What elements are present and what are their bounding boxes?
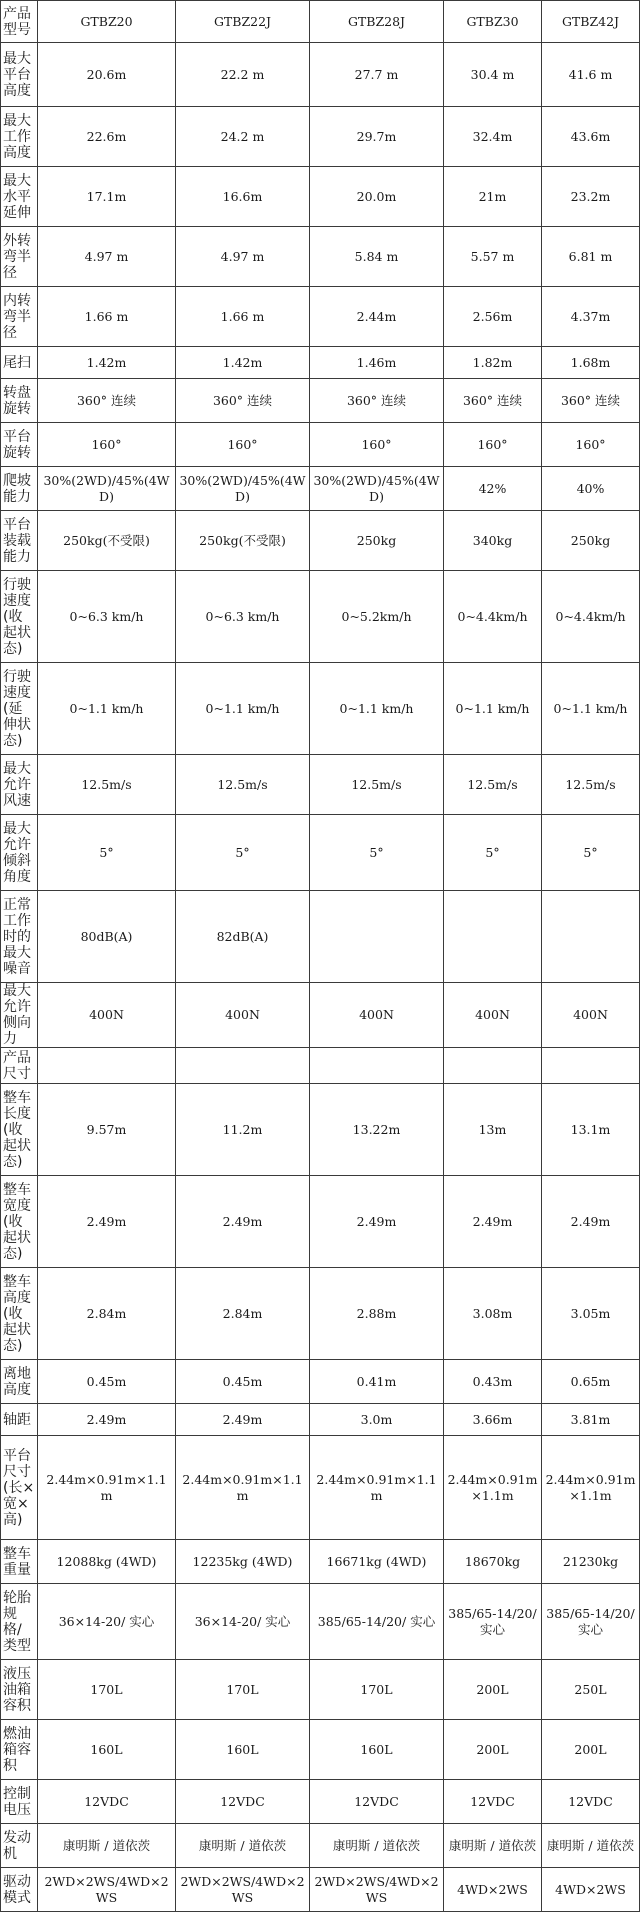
spec-value: 360° 连续 (542, 379, 640, 423)
spec-value: 400N (176, 983, 310, 1048)
spec-row (1, 1084, 640, 1176)
spec-value: 12VDC (38, 1780, 176, 1824)
row-label: 整车宽度(收起状态) (1, 1176, 38, 1268)
spec-value: 400N (444, 983, 542, 1048)
spec-row (1, 1404, 640, 1436)
spec-row (1, 983, 640, 1048)
spec-value: 2WD×2WS/4WD×2WS (38, 1868, 176, 1912)
row-label: 轴距 (1, 1404, 38, 1436)
spec-value: 12.5m/s (176, 755, 310, 815)
spec-value: 2.49m (38, 1176, 176, 1268)
spec-value: 160° (176, 423, 310, 467)
spec-value: 1.66 m (38, 287, 176, 347)
spec-value: 11.2m (176, 1084, 310, 1176)
spec-value: 4WD×2WS (542, 1868, 640, 1912)
spec-value: 160L (38, 1720, 176, 1780)
spec-value: 12VDC (176, 1780, 310, 1824)
spec-value: 385/65-14/20/ 实心 (542, 1584, 640, 1660)
spec-value: 康明斯 / 道依茨 (444, 1824, 542, 1868)
row-label: 最大允许倾斜角度 (1, 815, 38, 891)
spec-value: 0~1.1 km/h (38, 663, 176, 755)
row-label: 平台装载能力 (1, 511, 38, 571)
spec-value: 3.05m (542, 1268, 640, 1360)
spec-value: 360° 连续 (38, 379, 176, 423)
spec-value: 0~1.1 km/h (176, 663, 310, 755)
spec-value: 4WD×2WS (444, 1868, 542, 1912)
model-name: GTBZ22J (176, 1, 310, 43)
spec-value: 80dB(A) (38, 891, 176, 983)
model-name: GTBZ42J (542, 1, 640, 43)
spec-value: 5.84 m (310, 227, 444, 287)
spec-value: 0~6.3 km/h (38, 571, 176, 663)
row-label: 行驶速度(收起状态) (1, 571, 38, 663)
spec-value: 20.6m (38, 43, 176, 107)
spec-value: 0~1.1 km/h (542, 663, 640, 755)
spec-row (1, 755, 640, 815)
spec-value: 康明斯 / 道依茨 (176, 1824, 310, 1868)
spec-value: 0~4.4km/h (542, 571, 640, 663)
spec-value: 0.41m (310, 1360, 444, 1404)
spec-value: 1.66 m (176, 287, 310, 347)
spec-value: 5° (444, 815, 542, 891)
spec-value (542, 1048, 640, 1084)
spec-row (1, 167, 640, 227)
spec-value: 0.45m (38, 1360, 176, 1404)
spec-value: 2.44m×0.91m×1.1m (176, 1436, 310, 1540)
spec-value: 0.43m (444, 1360, 542, 1404)
spec-value: 160° (444, 423, 542, 467)
row-label: 最大水平延伸 (1, 167, 38, 227)
spec-value: 24.2 m (176, 107, 310, 167)
row-label: 整车重量 (1, 1540, 38, 1584)
spec-row (1, 571, 640, 663)
spec-row (1, 423, 640, 467)
spec-row (1, 1780, 640, 1824)
spec-value: 18670kg (444, 1540, 542, 1584)
spec-value: 360° 连续 (176, 379, 310, 423)
row-label: 产品尺寸 (1, 1048, 38, 1084)
spec-value: 385/65-14/20/ 实心 (444, 1584, 542, 1660)
row-label: 离地高度 (1, 1360, 38, 1404)
spec-value: 41.6 m (542, 43, 640, 107)
row-label: 燃油箱容积 (1, 1720, 38, 1780)
spec-row (1, 1268, 640, 1360)
spec-value: 250kg(不受限) (38, 511, 176, 571)
spec-value: 12.5m/s (310, 755, 444, 815)
row-label: 尾扫 (1, 347, 38, 379)
spec-row (1, 347, 640, 379)
spec-value: 2.84m (38, 1268, 176, 1360)
spec-value (310, 1048, 444, 1084)
spec-value: 170L (310, 1660, 444, 1720)
spec-value: 250L (542, 1660, 640, 1720)
model-name: GTBZ30 (444, 1, 542, 43)
spec-value: 82dB(A) (176, 891, 310, 983)
spec-value: 4.37m (542, 287, 640, 347)
spec-value: 16.6m (176, 167, 310, 227)
spec-value: 12088kg (4WD) (38, 1540, 176, 1584)
spec-value: 30%(2WD)/45%(4WD) (38, 467, 176, 511)
spec-value: 1.68m (542, 347, 640, 379)
spec-row (1, 891, 640, 983)
row-label: 平台尺寸(长×宽×高) (1, 1436, 38, 1540)
spec-value: 3.81m (542, 1404, 640, 1436)
spec-row (1, 1868, 640, 1912)
spec-value: 340kg (444, 511, 542, 571)
spec-value: 43.6m (542, 107, 640, 167)
row-label: 正常工作时的最大噪音 (1, 891, 38, 983)
spec-row (1, 511, 640, 571)
spec-value: 30%(2WD)/45%(4WD) (310, 467, 444, 511)
spec-value: 2WD×2WS/4WD×2WS (176, 1868, 310, 1912)
spec-value: 12.5m/s (542, 755, 640, 815)
spec-value: 200L (444, 1720, 542, 1780)
header-row (1, 1, 640, 43)
spec-value: 康明斯 / 道依茨 (310, 1824, 444, 1868)
spec-value: 400N (38, 983, 176, 1048)
spec-row (1, 107, 640, 167)
spec-value: 400N (310, 983, 444, 1048)
spec-value: 21230kg (542, 1540, 640, 1584)
spec-value: 5° (310, 815, 444, 891)
spec-value: 160L (176, 1720, 310, 1780)
spec-value: 3.0m (310, 1404, 444, 1436)
spec-value: 1.42m (176, 347, 310, 379)
spec-value: 5.57 m (444, 227, 542, 287)
spec-value: 360° 连续 (310, 379, 444, 423)
spec-value: 5° (542, 815, 640, 891)
spec-row (1, 1720, 640, 1780)
spec-row (1, 287, 640, 347)
spec-value: 2.49m (310, 1176, 444, 1268)
spec-value: 4.97 m (38, 227, 176, 287)
spec-value: 3.66m (444, 1404, 542, 1436)
row-label: 驱动模式 (1, 1868, 38, 1912)
row-label: 平台旋转 (1, 423, 38, 467)
spec-row (1, 467, 640, 511)
spec-value: 1.82m (444, 347, 542, 379)
spec-row (1, 1540, 640, 1584)
row-label: 爬坡能力 (1, 467, 38, 511)
spec-value: 22.6m (38, 107, 176, 167)
spec-row (1, 1436, 640, 1540)
row-label: 最大平台高度 (1, 43, 38, 107)
row-label: 内转弯半径 (1, 287, 38, 347)
spec-value: 12.5m/s (444, 755, 542, 815)
spec-value: 3.08m (444, 1268, 542, 1360)
header-label: 产品型号 (1, 1, 38, 43)
spec-value: 0.45m (176, 1360, 310, 1404)
spec-value: 400N (542, 983, 640, 1048)
row-label: 液压油箱容积 (1, 1660, 38, 1720)
spec-value: 36×14-20/ 实心 (176, 1584, 310, 1660)
spec-value: 2.44m×0.91m×1.1m (310, 1436, 444, 1540)
model-name: GTBZ28J (310, 1, 444, 43)
spec-value: 5° (176, 815, 310, 891)
spec-value: 6.81 m (542, 227, 640, 287)
spec-value: 160° (38, 423, 176, 467)
spec-value: 2.49m (176, 1404, 310, 1436)
row-label: 整车长度(收起状态) (1, 1084, 38, 1176)
spec-row (1, 1660, 640, 1720)
spec-row (1, 1584, 640, 1660)
spec-row (1, 1824, 640, 1868)
spec-value: 160L (310, 1720, 444, 1780)
spec-value: 385/65-14/20/ 实心 (310, 1584, 444, 1660)
spec-value: 康明斯 / 道依茨 (38, 1824, 176, 1868)
spec-value: 0~5.2km/h (310, 571, 444, 663)
spec-value: 16671kg (4WD) (310, 1540, 444, 1584)
row-label: 发动机 (1, 1824, 38, 1868)
spec-value: 9.57m (38, 1084, 176, 1176)
spec-value: 250kg (542, 511, 640, 571)
spec-value: 2.88m (310, 1268, 444, 1360)
spec-value: 30.4 m (444, 43, 542, 107)
spec-row (1, 43, 640, 107)
spec-value: 42% (444, 467, 542, 511)
spec-value: 2.49m (38, 1404, 176, 1436)
spec-value: 0.65m (542, 1360, 640, 1404)
spec-value: 0~1.1 km/h (444, 663, 542, 755)
row-label: 最大允许侧向力 (1, 983, 38, 1048)
spec-value: 360° 连续 (444, 379, 542, 423)
spec-value: 17.1m (38, 167, 176, 227)
spec-value: 2.84m (176, 1268, 310, 1360)
spec-value: 13m (444, 1084, 542, 1176)
spec-value: 160° (310, 423, 444, 467)
spec-value: 1.46m (310, 347, 444, 379)
spec-value: 2.49m (444, 1176, 542, 1268)
spec-value (444, 891, 542, 983)
spec-value: 2.44m×0.91m×1.1m (444, 1436, 542, 1540)
spec-value: 1.42m (38, 347, 176, 379)
spec-value: 2.49m (542, 1176, 640, 1268)
spec-value: 12VDC (542, 1780, 640, 1824)
spec-value: 200L (444, 1660, 542, 1720)
spec-value: 40% (542, 467, 640, 511)
spec-value: 22.2 m (176, 43, 310, 107)
spec-value (542, 891, 640, 983)
row-label: 控制电压 (1, 1780, 38, 1824)
spec-value: 36×14-20/ 实心 (38, 1584, 176, 1660)
spec-value: 2.44m (310, 287, 444, 347)
row-label: 行驶速度(延伸状态) (1, 663, 38, 755)
spec-value: 27.7 m (310, 43, 444, 107)
spec-value: 0~4.4km/h (444, 571, 542, 663)
spec-row (1, 663, 640, 755)
spec-value: 2.44m×0.91m×1.1m (38, 1436, 176, 1540)
spec-row (1, 1176, 640, 1268)
model-name: GTBZ20 (38, 1, 176, 43)
spec-row (1, 815, 640, 891)
row-label: 整车高度(收起状态) (1, 1268, 38, 1360)
spec-value: 2.49m (176, 1176, 310, 1268)
spec-value: 4.97 m (176, 227, 310, 287)
row-label: 最大允许风速 (1, 755, 38, 815)
spec-value: 12VDC (444, 1780, 542, 1824)
spec-value: 200L (542, 1720, 640, 1780)
spec-value: 2.56m (444, 287, 542, 347)
spec-value: 12.5m/s (38, 755, 176, 815)
spec-value: 23.2m (542, 167, 640, 227)
row-label: 轮胎规格/类型 (1, 1584, 38, 1660)
spec-table-body (1, 1, 640, 1912)
spec-row (1, 1048, 640, 1084)
spec-value: 0~1.1 km/h (310, 663, 444, 755)
spec-value: 13.22m (310, 1084, 444, 1176)
row-label: 最大工作高度 (1, 107, 38, 167)
spec-value: 160° (542, 423, 640, 467)
spec-value: 250kg (310, 511, 444, 571)
spec-value: 12VDC (310, 1780, 444, 1824)
row-label: 转盘旋转 (1, 379, 38, 423)
spec-value: 170L (176, 1660, 310, 1720)
spec-value: 12235kg (4WD) (176, 1540, 310, 1584)
spec-value: 13.1m (542, 1084, 640, 1176)
spec-value: 5° (38, 815, 176, 891)
spec-value: 2WD×2WS/4WD×2WS (310, 1868, 444, 1912)
spec-value: 康明斯 / 道依茨 (542, 1824, 640, 1868)
spec-value: 32.4m (444, 107, 542, 167)
spec-value (444, 1048, 542, 1084)
spec-value: 0~6.3 km/h (176, 571, 310, 663)
spec-value (176, 1048, 310, 1084)
spec-value: 170L (38, 1660, 176, 1720)
spec-value (310, 891, 444, 983)
spec-row (1, 227, 640, 287)
spec-value: 20.0m (310, 167, 444, 227)
spec-value: 29.7m (310, 107, 444, 167)
spec-value: 2.44m×0.91m×1.1m (542, 1436, 640, 1540)
spec-row (1, 1360, 640, 1404)
spec-value: 30%(2WD)/45%(4WD) (176, 467, 310, 511)
row-label: 外转弯半径 (1, 227, 38, 287)
spec-value: 21m (444, 167, 542, 227)
spec-value: 250kg(不受限) (176, 511, 310, 571)
spec-row (1, 379, 640, 423)
spec-value (38, 1048, 176, 1084)
